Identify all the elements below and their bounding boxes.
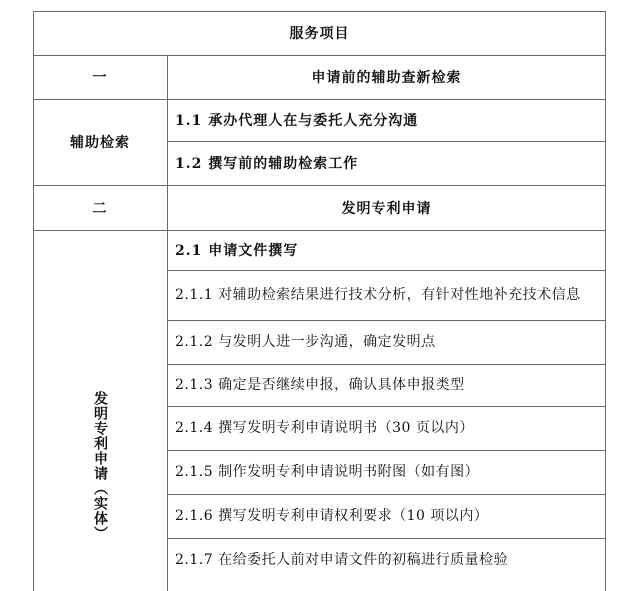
section2-item: 2.1.5 制作发明专利申请说明书附图（如有图）	[175, 464, 480, 480]
section1-item: 1.2 撰写前的辅助检索工作	[175, 156, 359, 172]
section2-item: 2.1.7 在给委托人前对申请文件的初稿进行质量检验	[175, 552, 509, 568]
section1-number: 一	[92, 70, 108, 86]
section2-number: 二	[92, 200, 108, 217]
section1-category: 辅助检索	[70, 135, 130, 151]
service-table	[33, 11, 606, 591]
section2-item: 2.1.1 对辅助检索结果进行技术分析，有针对性地补充技术信息	[175, 287, 581, 303]
section2-title: 发明专利申请	[341, 200, 432, 217]
section2-item: 2.1.2 与发明人进一步沟通，确定发明点	[175, 334, 436, 350]
section2-item: 2.1.6 撰写发明专利申请权利要求（10 项以内）	[175, 508, 489, 524]
section2-item: 2.1.4 撰写发明专利申请说明书（30 页以内）	[175, 420, 474, 436]
section2-item: 2.1.3 确定是否继续申报，确认具体申报类型	[175, 377, 465, 393]
section1-title: 申请前的辅助查新检索	[311, 70, 462, 86]
section2-category: 发明专利申请（实体）	[92, 391, 108, 541]
section2-subheading: 2.1 申请文件撰写	[175, 243, 299, 259]
section1-item: 1.1 承办代理人在与委托人充分沟通	[175, 113, 419, 129]
table-header: 服务项目	[289, 26, 350, 42]
